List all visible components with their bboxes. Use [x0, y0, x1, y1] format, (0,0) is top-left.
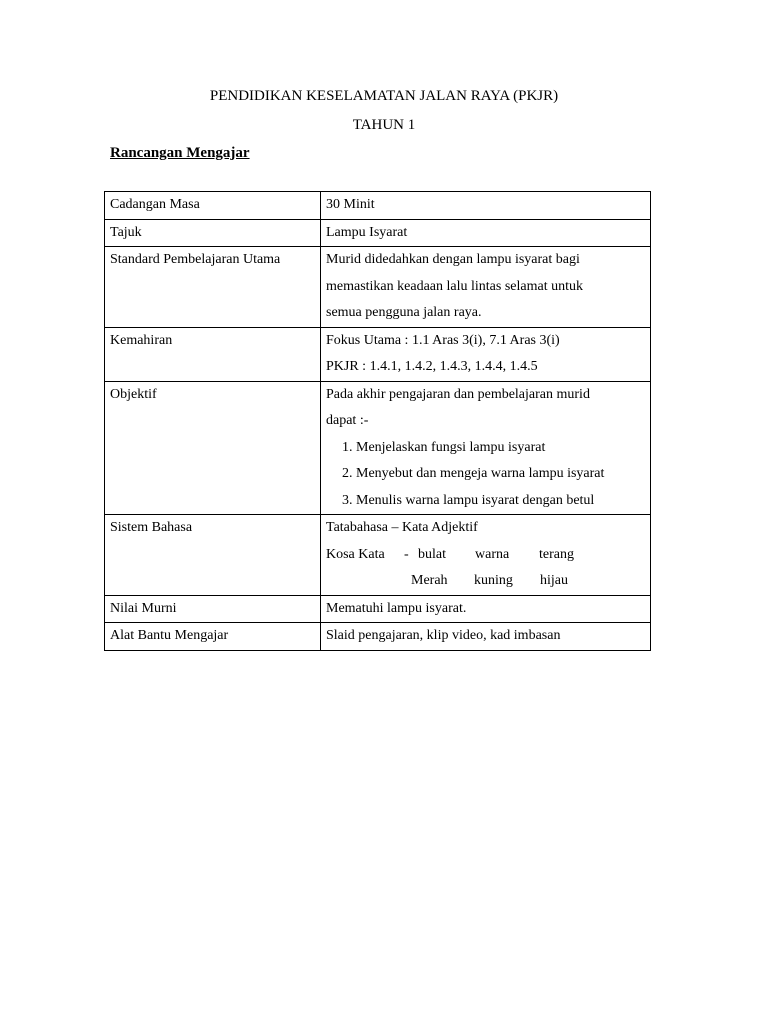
vocab-line — [326, 568, 645, 595]
row-value — [321, 247, 651, 328]
table-row-bahasa — [105, 515, 651, 596]
row-label: Standard Pembelajaran Utama — [105, 247, 321, 328]
row-label: Nilai Murni — [105, 595, 321, 623]
vocab-label: Kosa Kata — [326, 546, 385, 562]
value-line: dapat :- — [326, 413, 369, 428]
value-line: Fokus Utama : 1.1 Aras 3(i), 7.1 Aras 3(i) — [326, 332, 560, 348]
document-title: PENDIDIKAN KESELAMATAN JALAN RAYA (PKJR) — [209, 88, 559, 104]
vocab-word: warna — [475, 546, 510, 562]
row-value: Mematuhi lampu isyarat. — [321, 595, 651, 623]
table-row-tajuk — [105, 219, 651, 247]
row-value — [321, 515, 651, 596]
row-label: Tajuk — [105, 219, 321, 247]
row-value: Slaid pengajaran, klip video, kad imbasan — [321, 623, 651, 651]
row-label: Kemahiran — [105, 327, 321, 381]
row-label: Cadangan Masa — [105, 192, 321, 220]
vocab-dash: - — [404, 546, 409, 562]
objective-item: 2. Menyebut dan mengeja warna lampu isyarat — [342, 466, 605, 481]
vocab-word: bulat — [418, 546, 446, 562]
table-row-standard — [105, 247, 651, 328]
vocab-line — [326, 542, 645, 569]
vocab-word: hijau — [540, 573, 568, 588]
row-value — [321, 381, 651, 515]
objective-item: 1. Menjelaskan fungsi lampu isyarat — [342, 439, 546, 455]
row-label: Alat Bantu Mengajar — [105, 623, 321, 651]
value-line: memastikan keadaan lalu lintas selamat untuk — [326, 278, 583, 294]
vocab-word: kuning — [474, 573, 513, 588]
row-value: Lampu Isyarat — [321, 219, 651, 247]
table-row-objektif — [105, 381, 651, 515]
value-line: Pada akhir pengajaran dan pembelajaran murid — [326, 386, 590, 402]
objective-item: 3. Menulis warna lampu isyarat dengan betul — [342, 492, 595, 508]
vocab-word: Merah — [411, 573, 448, 588]
row-label: Sistem Bahasa — [105, 515, 321, 596]
document-subtitle: TAHUN 1 — [352, 117, 416, 133]
row-value: 30 Minit — [321, 192, 651, 220]
row-value — [321, 327, 651, 381]
table-row-nilai — [105, 595, 651, 623]
section-heading: Rancangan Mengajar — [110, 145, 250, 161]
table-row-kemahiran — [105, 327, 651, 381]
vocab-word: terang — [539, 546, 574, 562]
table-row-alat — [105, 623, 651, 651]
row-label: Objektif — [105, 381, 321, 515]
table-row-masa — [105, 192, 651, 220]
value-line: PKJR : 1.4.1, 1.4.2, 1.4.3, 1.4.4, 1.4.5 — [326, 359, 538, 374]
lesson-plan-table — [104, 191, 651, 651]
value-line: Tatabahasa – Kata Adjektif — [326, 520, 478, 535]
value-line: Murid didedahkan dengan lampu isyarat bagi — [326, 252, 580, 267]
value-line: semua pengguna jalan raya. — [326, 305, 482, 320]
